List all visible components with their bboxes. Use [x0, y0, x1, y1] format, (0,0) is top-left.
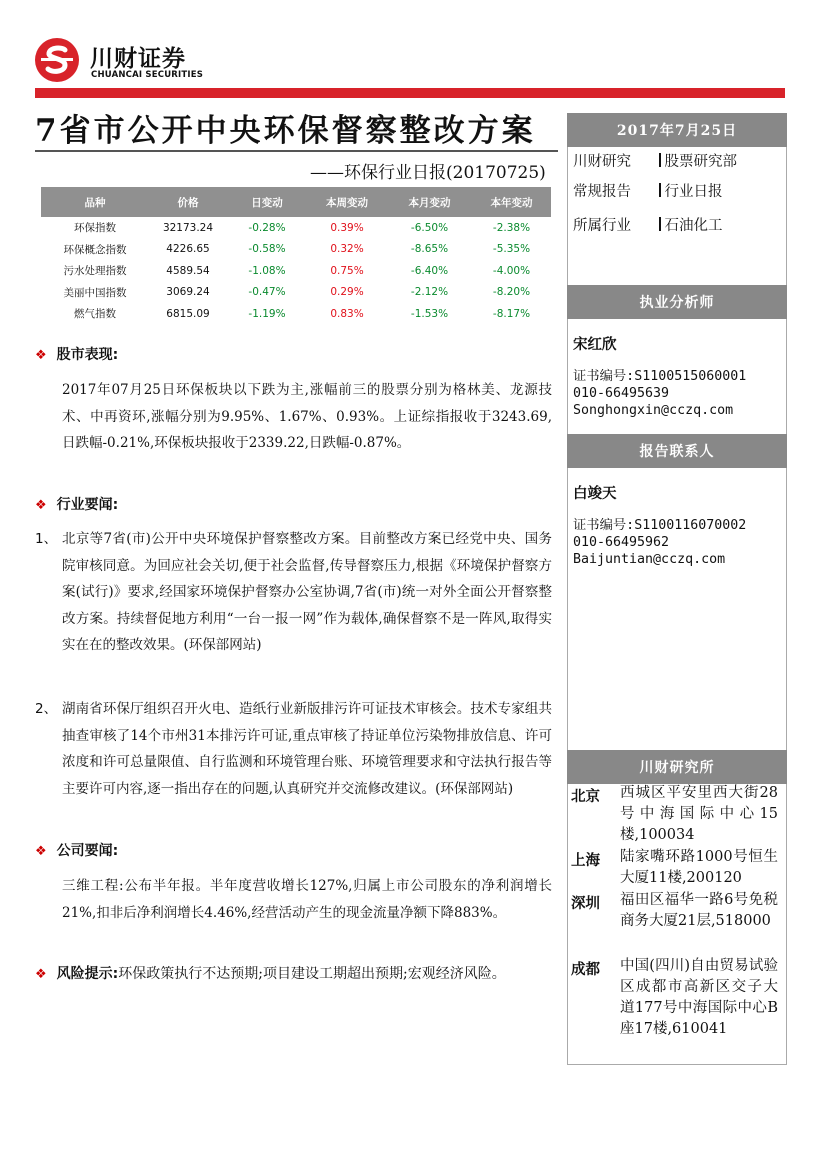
news-item-text: 湖南省环保厅组织召开火电、造纸行业新版排污许可证技术审核会。技术专家组共抽查审核了14个市州31本排污许可证,重点审核了持证单位污染物排放信息、许可浓度和许可总量限值、自行监测和环境管理台账、环境管理要求和守法执行报告等主要许可内容,逐一指出存在的问题,认真研究并交流修改建议。(环保部网站) — [62, 701, 552, 797]
info-separator — [659, 217, 661, 231]
office-address-chengdu: 中国(四川)自由贸易试验区成都市高新区交子大道177号中海国际中心B座17楼,610041 — [620, 958, 778, 1037]
risk-section — [35, 962, 552, 987]
analyst-email[interactable]: Songhongxin@cczq.com — [573, 403, 734, 418]
industry-heading-label: 行业要闻: — [56, 497, 119, 513]
page-subtitle: ——环保行业日报(20170725) — [310, 163, 546, 183]
industry-section-heading — [35, 494, 118, 514]
diamond-bullet-icon: ❖ — [35, 844, 47, 859]
info-separator — [659, 153, 661, 167]
contact-cert: 证书编号:S1100116070002 — [573, 518, 747, 533]
cell-weekly-change: 0.75% — [330, 264, 364, 277]
cell-price: 32173.24 — [162, 221, 214, 234]
cell-price: 6815.09 — [166, 307, 210, 320]
logo-icon — [35, 38, 79, 82]
cell-monthly-change: -8.65% — [410, 243, 449, 256]
cell-daily-change: -0.58% — [248, 243, 286, 256]
cell-monthly-change: -6.40% — [410, 264, 449, 277]
office-city-chengdu: 成都 — [571, 961, 600, 978]
cell-yearly-change: -2.38% — [492, 221, 531, 234]
brand-name-english: CHUANCAI SECURITIES — [91, 70, 204, 80]
table-row — [41, 303, 551, 325]
table-row — [41, 239, 551, 261]
cell-price: 4226.65 — [166, 243, 210, 256]
brand-name: 川财证券 — [90, 46, 186, 72]
title-divider — [35, 150, 558, 152]
institute-section-heading: 川财研究所 — [567, 750, 787, 784]
diamond-bullet-icon: ❖ — [35, 967, 47, 982]
info-row-industry — [573, 214, 723, 235]
info-value: 股票研究部 — [664, 154, 737, 170]
office-address-shanghai: 陆家嘴环路1000号恒生大厦11楼,200120 — [620, 849, 778, 886]
analyst-phone: 010-66495639 — [573, 386, 670, 401]
cell-index-name: 污水处理指数 — [63, 265, 127, 278]
market-heading-label: 股市表现: — [56, 347, 119, 363]
cell-yearly-change: -4.00% — [492, 264, 531, 277]
office-city-shanghai: 上海 — [571, 852, 600, 869]
diamond-bullet-icon: ❖ — [35, 348, 47, 363]
info-label: 川财研究 — [573, 154, 631, 170]
table-row — [41, 282, 551, 304]
cell-weekly-change: 0.83% — [330, 307, 364, 320]
cell-monthly-change: -1.53% — [410, 307, 449, 320]
cell-daily-change: -1.19% — [248, 307, 286, 320]
cell-index-name: 美丽中国指数 — [63, 286, 127, 299]
analyst-cert: 证书编号:S1100515060001 — [573, 369, 747, 384]
cell-yearly-change: -5.35% — [492, 243, 531, 256]
company-section-heading — [35, 840, 118, 860]
table-row — [41, 217, 551, 239]
info-row-report-type — [573, 180, 723, 201]
office-address-beijing: 西城区平安里西大街28号中海国际中心15楼,100034 — [620, 785, 778, 843]
office-city-shenzhen: 深圳 — [571, 895, 600, 912]
contact-phone: 010-66495962 — [573, 535, 670, 550]
cell-index-name: 环保概念指数 — [63, 243, 127, 256]
analyst-name: 宋红欣 — [573, 336, 617, 353]
col-header-name: 品种 — [41, 187, 149, 217]
info-label: 所属行业 — [573, 218, 631, 234]
info-value: 石油化工 — [664, 218, 723, 234]
cell-daily-change: -0.47% — [248, 286, 286, 299]
col-header-yearly: 本年变动 — [472, 187, 551, 217]
cell-weekly-change: 0.39% — [330, 221, 364, 234]
contact-section-heading: 报告联系人 — [567, 434, 787, 468]
table-header-row — [41, 187, 551, 217]
office-address-shenzhen: 福田区福华一路6号免税商务大厦21层,518000 — [620, 892, 778, 929]
company-heading-label: 公司要闻: — [56, 843, 119, 859]
cell-yearly-change: -8.20% — [492, 286, 531, 299]
info-separator — [659, 183, 661, 197]
cell-daily-change: -0.28% — [248, 221, 286, 234]
market-section-heading — [35, 344, 118, 364]
news-item-text: 北京等7省(市)公开中央环境保护督察整改方案。目前整改方案已经党中央、国务院审核同意。为回应社会关切,便于社会监督,传导督察压力,根据《环境保护督察方案(试行)》要求,经国家环境保护督察办公室协调,7省(市)统一对外全面公开督察整改方案。持续督促地方利用“一台一报一网”作为载体,确保督察不是一阵风,取得实实在在的整改效果。(环保部网站) — [62, 531, 552, 653]
analyst-section-heading: 执业分析师 — [567, 285, 787, 319]
col-header-weekly: 本周变动 — [307, 187, 387, 217]
news-item-number: 2、 — [35, 701, 58, 717]
cell-index-name: 环保指数 — [74, 222, 116, 235]
contact-name: 白竣天 — [573, 485, 617, 502]
header-divider — [35, 88, 785, 98]
market-index-table — [41, 187, 551, 325]
cell-monthly-change: -2.12% — [410, 286, 449, 299]
cell-index-name: 燃气指数 — [74, 308, 116, 321]
info-value: 行业日报 — [664, 184, 723, 200]
table-row — [41, 260, 551, 282]
cell-weekly-change: 0.29% — [330, 286, 364, 299]
cell-price: 3069.24 — [166, 286, 210, 299]
diamond-bullet-icon: ❖ — [35, 498, 47, 513]
info-label: 常规报告 — [573, 184, 631, 200]
cell-monthly-change: -6.50% — [410, 221, 449, 234]
col-header-monthly: 本月变动 — [387, 187, 472, 217]
report-date: 2017年7月25日 — [567, 113, 787, 147]
news-item-number: 1、 — [35, 531, 58, 547]
cell-price: 4589.54 — [166, 264, 210, 277]
cell-yearly-change: -8.17% — [492, 307, 531, 320]
cell-daily-change: -1.08% — [248, 264, 286, 277]
market-summary: 2017年07月25日环保板块以下跌为主,涨幅前三的股票分别为格林美、龙源技术、中再资环,涨幅分别为9.95%、1.67%、0.93%。上证综指报收于3243.69,日跌幅-0.21%,环保板块报收于2339.22,日跌幅-0.87%。 — [62, 382, 552, 451]
col-header-daily: 日变动 — [227, 187, 307, 217]
info-row-research — [573, 150, 737, 171]
contact-email[interactable]: Baijuntian@cczq.com — [573, 552, 726, 567]
risk-text: 环保政策执行不达预期;项目建设工期超出预期;宏观经济风险。 — [118, 966, 506, 982]
cell-weekly-change: 0.32% — [330, 243, 364, 256]
office-city-beijing: 北京 — [571, 788, 600, 805]
risk-heading-label: 风险提示: — [56, 966, 119, 982]
page-title: 7省市公开中央环保督察整改方案 — [35, 113, 536, 149]
company-news-text: 三维工程:公布半年报。半年度营收增长127%,归属上市公司股东的净利润增长21%,扣非后净利润增长4.46%,经营活动产生的现金流量净额下降883%。 — [62, 878, 552, 921]
col-header-price: 价格 — [149, 187, 227, 217]
